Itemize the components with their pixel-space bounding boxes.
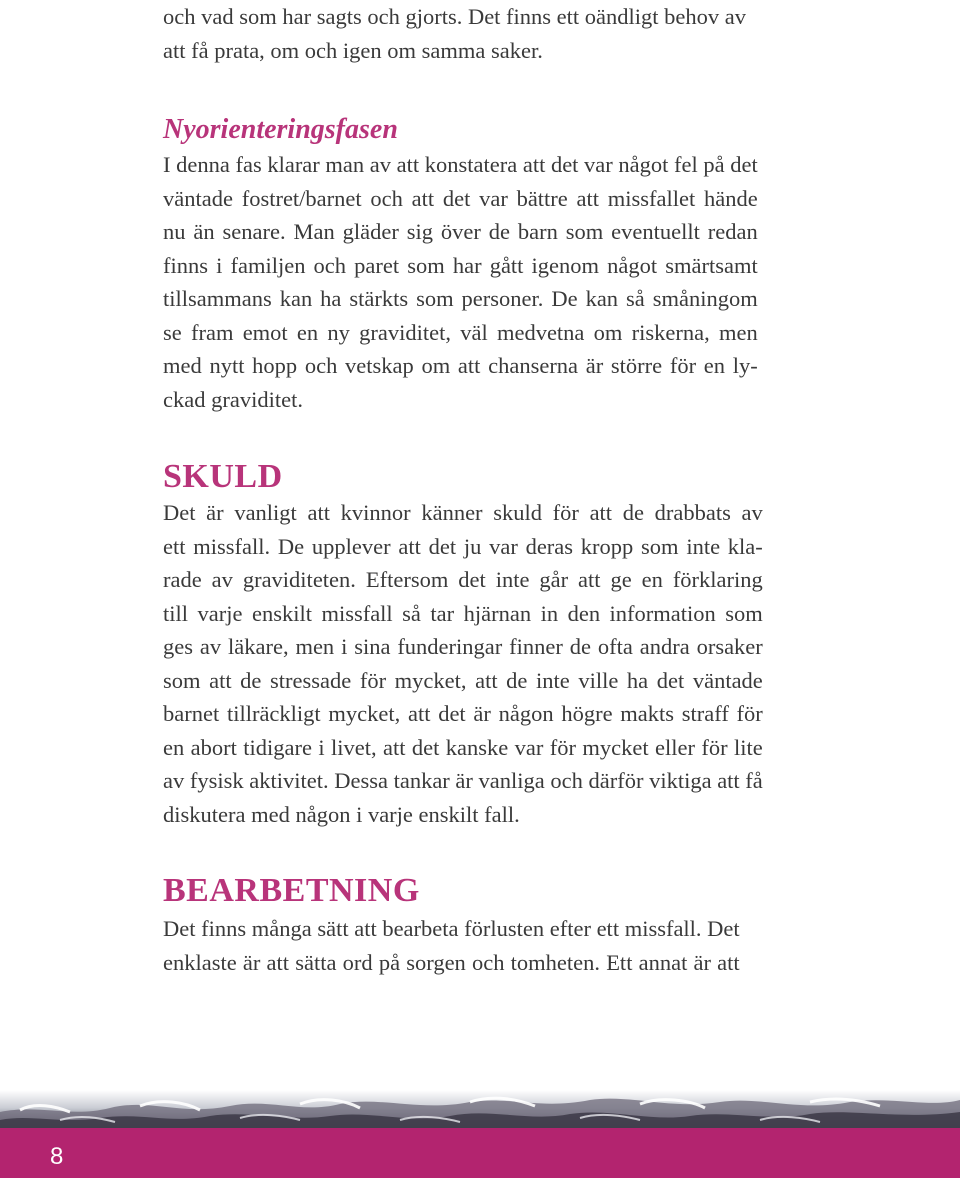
text-line: barnet tillräckligt mycket, att det är någon högre makts straff för (163, 701, 763, 726)
text-line: väntade fostret/barnet och att det var bättre att missfallet hände (163, 185, 758, 211)
text-line: som att de stressade för mycket, att de inte ville ha det väntade (163, 667, 763, 693)
text-line: Det är vanligt att kvinnor känner skuld för att de drabbats av (163, 500, 763, 525)
text-line: se fram emot en ny graviditet, väl medvetna om riskerna, men (163, 319, 758, 345)
text-line: och vad som har sagts och gjorts. Det finns ett oändligt behov av (163, 4, 747, 29)
text-line: diskutera med någon i varje enskilt fall. (163, 801, 520, 827)
footer-sea-foam-image (0, 1090, 960, 1130)
section-heading-skuld: SKULD (163, 458, 283, 495)
text-line: enklaste är att sätta ord på sorgen och tomheten. Ett annat är att (163, 949, 740, 975)
text-line: till varje enskilt missfall så tar hjärnan in den information som (163, 600, 763, 626)
nyorientering-paragraph (163, 148, 758, 416)
bearbetning-paragraph (163, 912, 740, 979)
text-line: ges av läkare, men i sina funderingar finner de ofta andra orsaker (163, 634, 763, 659)
page-number: 8 (50, 1143, 64, 1170)
intro-paragraph (163, 0, 746, 67)
section-heading-nyorientering: Nyorienteringsfasen (163, 114, 398, 145)
text-line: ett missfall. De upplever att det ju var deras kropp som inte kla- (163, 533, 763, 559)
text-line: ckad graviditet. (163, 386, 303, 412)
footer-band (0, 1128, 960, 1178)
text-line: rade av graviditeten. Eftersom det inte går att ge en förklaring (163, 567, 763, 592)
text-line: en abort tidigare i livet, att det kanske var för mycket eller för lite (163, 734, 763, 760)
text-line: I denna fas klarar man av att konstatera att det var något fel på det (163, 152, 758, 177)
skuld-paragraph (163, 496, 763, 831)
text-line: finns i familjen och paret som har gått igenom något smärtsamt (163, 252, 758, 278)
text-line: med nytt hopp och vetskap om att chanserna är större för en ly- (163, 353, 758, 378)
text-line: nu än senare. Man gläder sig över de barn som eventuellt redan (163, 219, 758, 244)
section-heading-bearbetning: BEARBETNING (163, 872, 420, 909)
text-line: att få prata, om och igen om samma saker. (163, 37, 543, 63)
text-line: av fysisk aktivitet. Dessa tankar är vanliga och därför viktiga att få (163, 768, 763, 793)
text-line: tillsammans kan ha stärkts som personer. De kan så småningom (163, 286, 758, 311)
text-line: Det finns många sätt att bearbeta förlusten efter ett missfall. Det (163, 916, 740, 941)
